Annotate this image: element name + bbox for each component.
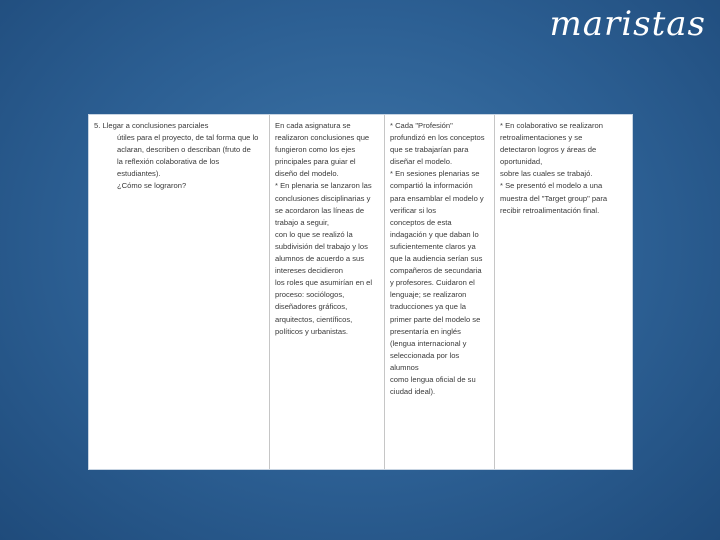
cell-line: * En sesiones plenarias se xyxy=(390,169,480,179)
cell-line: * Cada "Profesión" xyxy=(390,121,453,130)
cell-line: * En plenaria se lanzaron las xyxy=(275,181,372,191)
cell-line: primer parte del modelo se xyxy=(390,314,481,324)
cell-line: útiles para el proyecto, de tal forma que lo xyxy=(117,133,259,143)
cell-line: ¿Cómo se lograron? xyxy=(117,181,187,191)
cell-line: aclaran, describen o describan (fruto de xyxy=(117,145,251,155)
table-cell-subjects xyxy=(270,115,385,469)
cell-line: diseño del modelo. xyxy=(275,169,339,179)
cell-line: suficientemente claros ya xyxy=(390,241,476,251)
cell-line: alumnos xyxy=(390,362,419,372)
cell-line: proceso: sociólogos, xyxy=(275,290,345,300)
cell-line: alumnos de acuerdo a sus xyxy=(275,254,365,264)
cell-line: recibir retroalimentación final. xyxy=(500,205,600,215)
cell-line: indagación y que daban lo xyxy=(390,229,479,239)
cell-line: que la audiencia serían sus xyxy=(390,254,483,264)
cell-line: verificar si los xyxy=(390,205,436,215)
cell-line: presentaría en inglés xyxy=(390,326,461,336)
cell-line: detectaron logros y áreas de xyxy=(500,145,597,155)
cell-line: políticos y urbanistas. xyxy=(275,326,349,336)
cell-line: * En colaborativo se realizaron xyxy=(500,121,603,130)
cell-line: arquitectos, científicos, xyxy=(275,314,353,324)
cell-line: para ensamblar el modelo y xyxy=(390,193,484,203)
content-table xyxy=(88,114,633,470)
cell-line: la reflexión colaborativa de los xyxy=(117,157,220,167)
cell-line: subdivisión del trabajo y los xyxy=(275,241,368,251)
cell-line: trabajo a seguir, xyxy=(275,217,330,227)
cell-line: seleccionada por los xyxy=(390,350,460,360)
cell-line: compañeros de secundaria xyxy=(390,266,482,276)
cell-line: diseñadores gráficos, xyxy=(275,302,348,312)
cell-line: como lengua oficial de su xyxy=(390,374,476,384)
cell-line: profundizó en los conceptos xyxy=(390,133,485,143)
cell-line: sobre las cuales se trabajó. xyxy=(500,169,593,179)
cell-line: conclusiones disciplinarias y xyxy=(275,193,371,203)
cell-line: (lengua internacional y xyxy=(390,338,467,348)
cell-line: lenguaje; se realizaron xyxy=(390,290,467,300)
cell-line: ciudad ideal). xyxy=(390,387,436,397)
cell-line: traducciones ya que la xyxy=(390,302,466,312)
cell-line: fungieron como los ejes xyxy=(275,145,356,155)
cell-line: retroalimentaciones y se xyxy=(500,133,583,143)
table-cell-criterion xyxy=(89,115,270,469)
cell-line: diseñar el modelo. xyxy=(390,157,453,167)
cell-line: principales para guiar el xyxy=(275,157,356,167)
cell-line: En cada asignatura se xyxy=(275,121,351,130)
cell-line: compartió la información xyxy=(390,181,473,191)
cell-line: intereses decidieron xyxy=(275,266,343,276)
cell-line: oportunidad, xyxy=(500,157,543,167)
cell-line: con lo que se realizó la xyxy=(275,229,353,239)
cell-line: muestra del "Target group" para xyxy=(500,193,608,203)
cell-line: conceptos de esta xyxy=(390,217,452,227)
cell-line: * Se presentó el modelo a una xyxy=(500,181,603,191)
cell-line: y profesores. Cuidaron el xyxy=(390,278,475,288)
cell-line: realizaron conclusiones que xyxy=(275,133,370,143)
cell-line: estudiantes). xyxy=(117,169,161,179)
cell-line: los roles que asumirían en el xyxy=(275,278,373,288)
table-cell-profession xyxy=(385,115,495,469)
cell-line: se acordaron las líneas de xyxy=(275,205,365,215)
maristas-logo: maristas xyxy=(549,4,706,44)
cell-line: 5. Llegar a conclusiones parciales xyxy=(94,121,209,130)
cell-line: que se trabajarían para xyxy=(390,145,469,155)
table-cell-feedback xyxy=(495,115,632,469)
